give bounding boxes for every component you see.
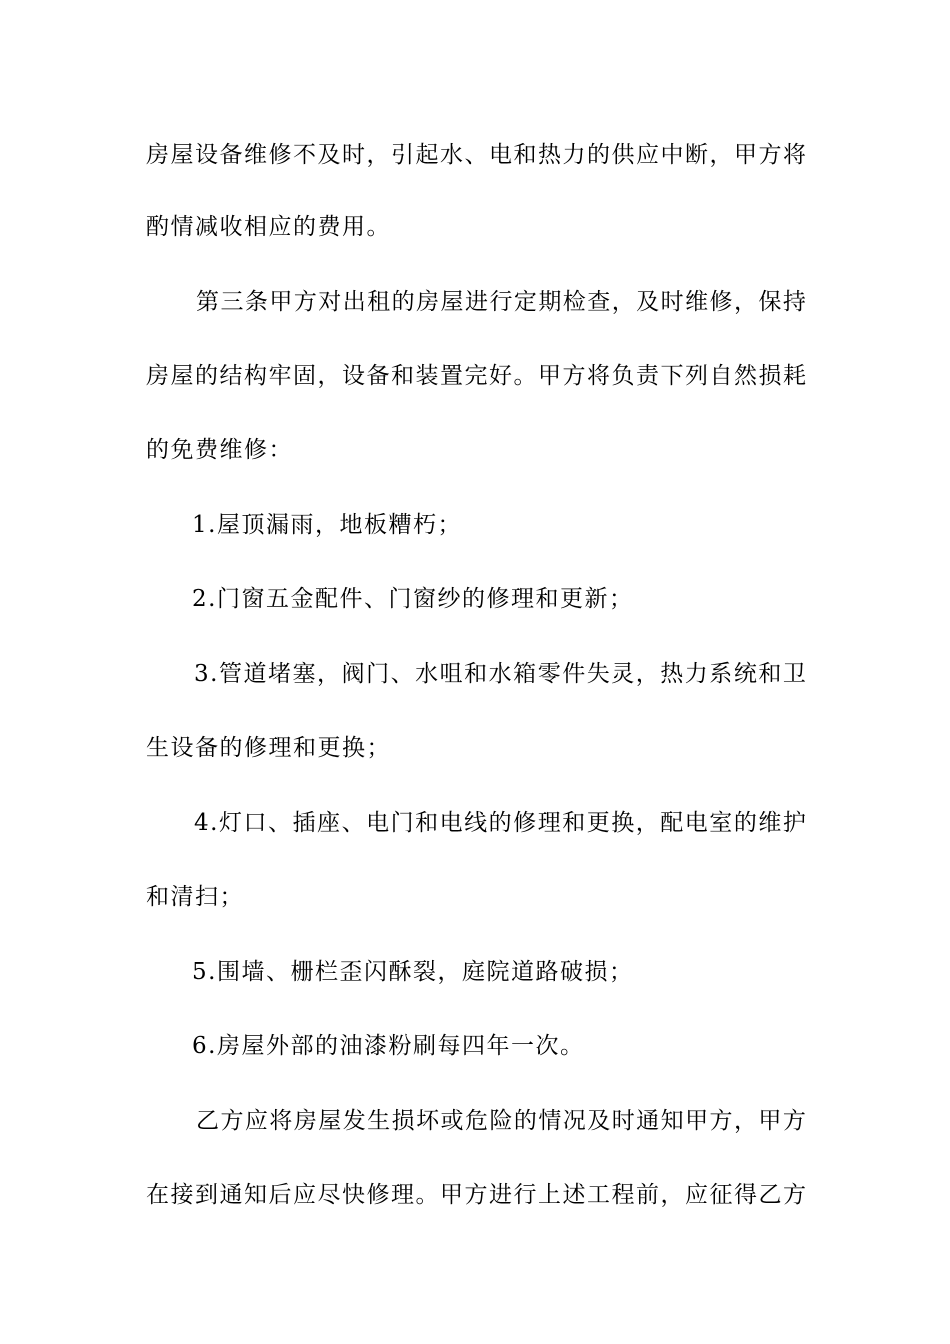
- text-line-2: 酌情减收相应的费用。: [146, 214, 391, 240]
- list-item-6: 6.房屋外部的油漆粉刷每四年一次。: [192, 1033, 585, 1059]
- list-item-1: 1.屋顶漏雨，地板糟朽；: [192, 512, 462, 538]
- list-item-4: 4 . 灯 口 、 插 座 、 电 门 和 电 线 的 修 理 和 更 换 ， 配 电 室 的 维 护: [194, 810, 806, 836]
- text-line-4: 房 屋 的 结 构 牢 固 ， 设 备 和 装 置 完 好 。 甲 方 将 负 责 下 列 自 然 损 耗: [146, 363, 806, 389]
- text-line-11: 和清扫；: [146, 884, 244, 910]
- text-line-15: 在 接 到 通 知 后 应 尽 快 修 理 。 甲 方 进 行 上 述 工 程 前 ， 应 征 得 乙 方: [146, 1182, 806, 1208]
- list-item-5: 5.围墙、栅栏歪闪酥裂，庭院道路破损；: [192, 959, 634, 985]
- list-item-2: 2.门窗五金配件、门窗纱的修理和更新；: [192, 586, 634, 612]
- text-line-14: 乙 方 应 将 房 屋 发 生 损 坏 或 危 险 的 情 况 及 时 通 知 甲 方 ， 甲 方: [196, 1108, 806, 1134]
- text-line-1: 房 屋 设 备 维 修 不 及 时 ， 引 起 水 、 电 和 热 力 的 供 应 中 断 ， 甲 方 将: [146, 142, 806, 168]
- text-line-5: 的免费维修：: [146, 437, 293, 463]
- list-item-3: 3 . 管 道 堵 塞 ， 阀 门 、 水 咀 和 水 箱 零 件 失 灵 ， 热 力 系 统 和 卫: [194, 661, 806, 687]
- text-line-3: 第 三 条 甲 方 对 出 租 的 房 屋 进 行 定 期 检 查 ， 及 时 维 修 ， 保 持: [196, 289, 806, 315]
- text-line-9: 生设备的修理和更换；: [146, 735, 391, 761]
